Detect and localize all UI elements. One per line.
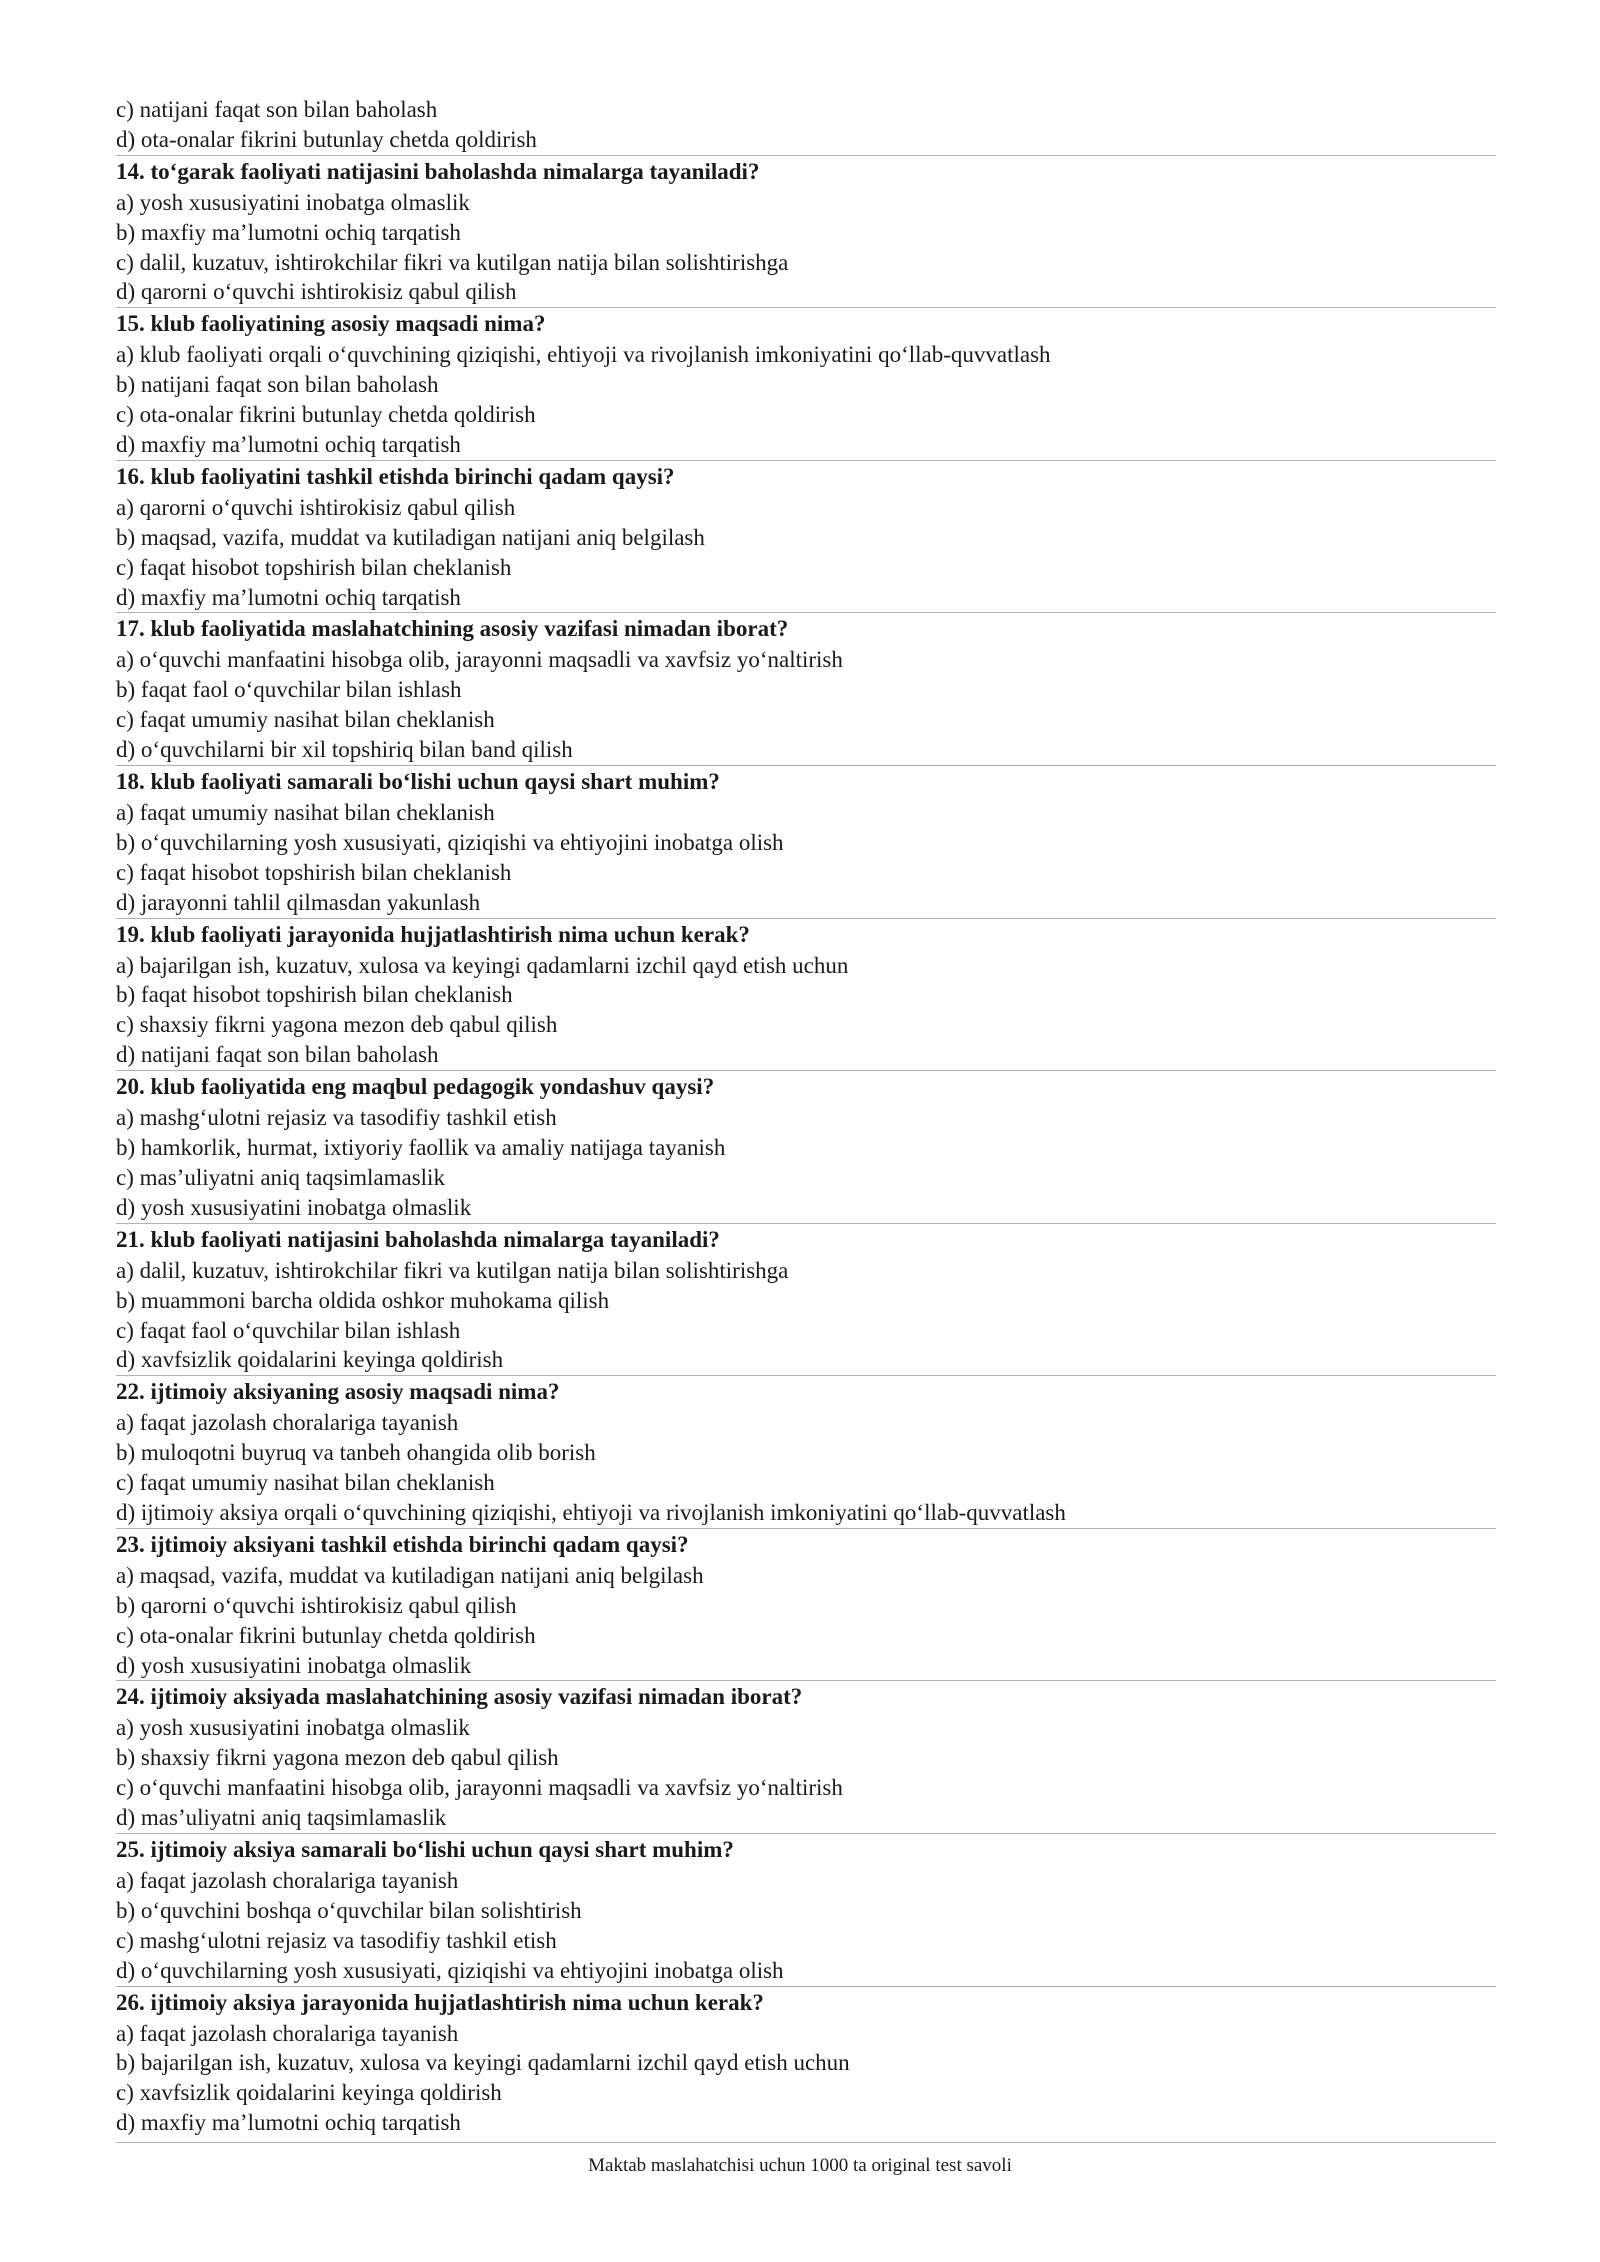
question-text: 24. ijtimoiy aksiyada maslahatchining asosiy vazifasi nimadan iborat? [116,1684,803,1710]
answer-option: a) qarorni o‘quvchi ishtirokisiz qabul qilish [116,494,516,520]
answer-option: b) faqat hisobot topshirish bilan cheklanish [116,982,513,1008]
question-block [116,1070,1496,1223]
question-text: 14. to‘garak faoliyati natijasini baholashda nimalarga tayaniladi? [116,158,760,184]
answer-option: a) faqat jazolash choralariga tayanish [116,1867,459,1893]
answer-option: a) yosh xususiyatini inobatga olmaslik [116,1715,470,1741]
question-text: 25. ijtimoiy aksiya samarali bo‘lishi uchun qaysi shart muhim? [116,1836,734,1862]
answer-option: d) natijani faqat son bilan baholash [116,1042,439,1068]
answer-option: c) ota-onalar fikrini butunlay chetda qoldirish [116,402,536,428]
question-text: 15. klub faoliyatining asosiy maqsadi nima? [116,311,546,337]
answer-option: b) maxfiy ma’lumotni ochiq tarqatish [116,219,461,245]
answer-option: a) o‘quvchi manfaatini hisobga olib, jarayonni maqsadli va xavfsiz yo‘naltirish [116,647,843,673]
answer-option: d) mas’uliyatni aniq taqsimlamaslik [116,1805,447,1831]
answer-option: a) faqat jazolash choralariga tayanish [116,1410,459,1436]
answer-option: a) dalil, kuzatuv, ishtirokchilar fikri va kutilgan natija bilan solishtirishga [116,1257,789,1283]
answer-option: b) qarorni o‘quvchi ishtirokisiz qabul qilish [116,1592,517,1618]
question-text: 23. ijtimoiy aksiyani tashkil etishda birinchi qadam qaysi? [116,1531,689,1557]
option: c) natijani faqat son bilan baholash [116,97,438,122]
question-text: 22. ijtimoiy aksiyaning asosiy maqsadi nima? [116,1379,560,1405]
answer-option: d) o‘quvchilarni bir xil topshiriq bilan band qilish [116,737,573,763]
question-block [116,460,1496,613]
answer-option: a) mashg‘ulotni rejasiz va tasodifiy tashkil etish [116,1105,557,1131]
answer-option: c) faqat faol o‘quvchilar bilan ishlash [116,1317,461,1343]
question-block [116,612,1496,765]
answer-option: a) yosh xususiyatini inobatga olmaslik [116,189,470,215]
question-block [116,918,1496,1071]
answer-option: b) muammoni barcha oldida oshkor muhokama qilish [116,1287,610,1313]
answer-option: d) o‘quvchilarning yosh xususiyati, qiziqishi va ehtiyojini inobatga olish [116,1957,784,1983]
answer-option: d) yosh xususiyatini inobatga olmaslik [116,1652,472,1678]
answer-option: d) qarorni o‘quvchi ishtirokisiz qabul qilish [116,279,517,305]
question-block [116,155,1496,308]
answer-option: b) muloqotni buyruq va tanbeh ohangida olib borish [116,1440,596,1466]
option: d) ota-onalar fikrini butunlay chetda qoldirish [116,126,537,152]
answer-option: b) shaxsiy fikrni yagona mezon deb qabul qilish [116,1745,559,1771]
question-block [116,307,1496,460]
divider [116,2142,1496,2143]
answer-option: c) xavfsizlik qoidalarini keyinga qoldirish [116,2080,502,2106]
answer-option: b) o‘quvchilarning yosh xususiyati, qiziqishi va ehtiyojini inobatga olish [116,829,784,855]
lead-options [116,95,1496,155]
question-block [116,1223,1496,1376]
question-block [116,1986,1496,2139]
answer-option: c) faqat umumiy nasihat bilan cheklanish [116,1470,495,1496]
question-block [116,1375,1496,1528]
question-block [116,1833,1496,1986]
question-block [116,1528,1496,1681]
answer-option: a) faqat jazolash choralariga tayanish [116,2020,459,2046]
answer-option: c) o‘quvchi manfaatini hisobga olib, jarayonni maqsadli va xavfsiz yo‘naltirish [116,1775,843,1801]
answer-option: a) bajarilgan ish, kuzatuv, xulosa va keyingi qadamlarni izchil qayd etish uchun [116,952,849,978]
answer-option: c) mashg‘ulotni rejasiz va tasodifiy tashkil etish [116,1927,557,1953]
answer-option: d) maxfiy ma’lumotni ochiq tarqatish [116,2110,461,2136]
answer-option: b) maqsad, vazifa, muddat va kutiladigan natijani aniq belgilash [116,524,705,550]
question-block [116,765,1496,918]
answer-option: d) yosh xususiyatini inobatga olmaslik [116,1194,472,1220]
answer-option: d) ijtimoiy aksiya orqali o‘quvchining qiziqishi, ehtiyoji va rivojlanish imkoniyatini qo‘llab-quvvatlash [116,1499,1066,1525]
answer-option: d) xavfsizlik qoidalarini keyinga qoldirish [116,1347,504,1373]
answer-option: c) mas’uliyatni aniq taqsimlamaslik [116,1164,445,1190]
page-footer: Maktab maslahatchisi uchun 1000 ta original test savoli [588,2155,1012,2176]
question-text: 18. klub faoliyati samarali bo‘lishi uchun qaysi shart muhim? [116,769,720,795]
answer-option: c) dalil, kuzatuv, ishtirokchilar fikri va kutilgan natija bilan solishtirishga [116,249,789,275]
answer-option: d) maxfiy ma’lumotni ochiq tarqatish [116,584,461,610]
answer-option: b) hamkorlik, hurmat, ixtiyoriy faollik va amaliy natijaga tayanish [116,1135,726,1161]
answer-option: b) faqat faol o‘quvchilar bilan ishlash [116,677,462,703]
question-text: 21. klub faoliyati natijasini baholashda nimalarga tayaniladi? [116,1226,720,1252]
question-list [116,155,1496,2138]
answer-option: c) ota-onalar fikrini butunlay chetda qoldirish [116,1622,536,1648]
question-text: 19. klub faoliyati jarayonida hujjatlashtirish nima uchun kerak? [116,921,750,947]
question-block [116,1680,1496,1833]
answer-option: b) o‘quvchini boshqa o‘quvchilar bilan solishtirish [116,1897,582,1923]
answer-option: a) faqat umumiy nasihat bilan cheklanish [116,800,495,826]
answer-option: b) bajarilgan ish, kuzatuv, xulosa va keyingi qadamlarni izchil qayd etish uchun [116,2050,850,2076]
answer-option: d) jarayonni tahlil qilmasdan yakunlash [116,889,481,915]
question-text: 16. klub faoliyatini tashkil etishda birinchi qadam qaysi? [116,463,675,489]
document-body [116,95,1496,2143]
answer-option: b) natijani faqat son bilan baholash [116,372,439,398]
answer-option: c) faqat hisobot topshirish bilan cheklanish [116,554,512,580]
answer-option: a) klub faoliyati orqali o‘quvchining qiziqishi, ehtiyoji va rivojlanish imkoniyatini qo‘llab-quvvatlash [116,342,1051,368]
question-text: 26. ijtimoiy aksiya jarayonida hujjatlashtirish nima uchun kerak? [116,1989,764,2015]
question-text: 17. klub faoliyatida maslahatchining asosiy vazifasi nimadan iborat? [116,616,789,642]
answer-option: a) maqsad, vazifa, muddat va kutiladigan natijani aniq belgilash [116,1562,704,1588]
question-text: 20. klub faoliyatida eng maqbul pedagogik yondashuv qaysi? [116,1074,715,1100]
answer-option: c) faqat hisobot topshirish bilan cheklanish [116,859,512,885]
answer-option: c) shaxsiy fikrni yagona mezon deb qabul qilish [116,1012,558,1038]
answer-option: c) faqat umumiy nasihat bilan cheklanish [116,707,495,733]
answer-option: d) maxfiy ma’lumotni ochiq tarqatish [116,432,461,458]
